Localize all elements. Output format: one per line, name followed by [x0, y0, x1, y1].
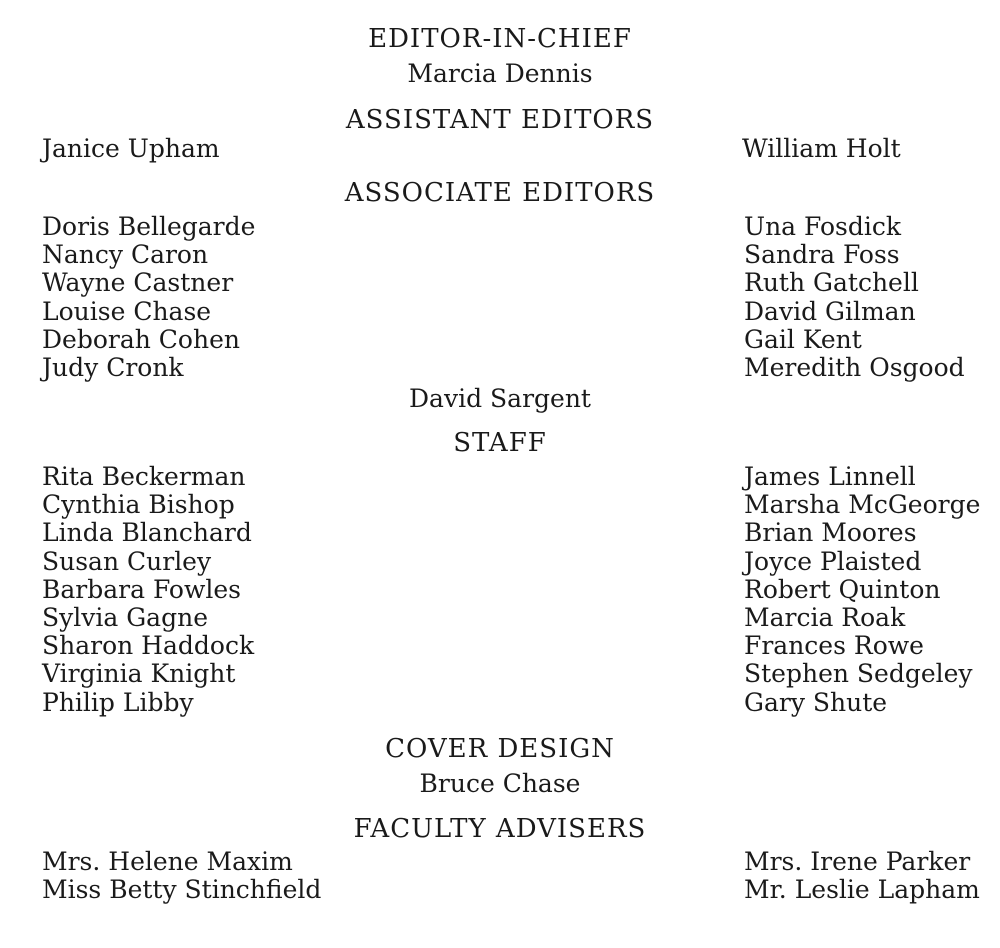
list-item: Mr. Leslie Lapham: [744, 875, 980, 905]
list-item: Doris Bellegarde: [42, 212, 256, 241]
list-item: Barbara Fowles: [42, 574, 241, 604]
list-item: Brian Moores: [744, 518, 917, 548]
list-item: Sandra Foss: [744, 240, 900, 270]
list-item: Mrs. Irene Parker: [744, 847, 971, 876]
list-item: Deborah Cohen: [42, 324, 240, 354]
list-item: Robert Quinton: [744, 574, 941, 604]
list-item: Linda Blanchard: [42, 518, 252, 548]
list-item: Joyce Plaisted: [744, 546, 922, 576]
list-item: Cynthia Bishop: [42, 490, 235, 520]
list-item: Miss Betty Stinchfield: [42, 875, 322, 905]
list-item: Susan Curley: [42, 546, 212, 576]
list-item: Gary Shute: [744, 687, 888, 717]
associate-editor-center: David Sargent: [409, 384, 591, 413]
list-item: Philip Libby: [42, 687, 194, 717]
list-item: Gail Kent: [744, 324, 862, 354]
editor-in-chief-heading: EDITOR-IN-CHIEF: [368, 24, 632, 54]
cover-design-heading: COVER DESIGN: [385, 734, 615, 764]
list-item: Judy Cronk: [42, 352, 184, 382]
list-item: Frances Rowe: [744, 631, 924, 661]
list-item: Sharon Haddock: [42, 631, 255, 661]
list-item: Sylvia Gagne: [42, 602, 208, 632]
assistant-editor-left: Janice Upham: [42, 134, 220, 163]
list-item: Marcia Roak: [744, 602, 906, 632]
list-item: Louise Chase: [42, 296, 212, 326]
list-item: Una Fosdick: [744, 212, 902, 241]
list-item: Virginia Knight: [42, 659, 236, 689]
list-item: Nancy Caron: [42, 240, 209, 270]
list-item: Ruth Gatchell: [744, 268, 919, 298]
list-item: Stephen Sedgeley: [744, 659, 973, 689]
staff-heading: STAFF: [453, 428, 547, 458]
associate-editors-right-list: [744, 213, 965, 382]
list-item: David Gilman: [744, 296, 916, 326]
cover-design-name: Bruce Chase: [419, 769, 581, 798]
faculty-advisers-right-list: [744, 848, 980, 904]
list-item: Mrs. Helene Maxim: [42, 847, 293, 876]
faculty-advisers-left-list: [42, 848, 321, 904]
list-item: Meredith Osgood: [744, 352, 965, 382]
list-item: Rita Beckerman: [42, 462, 246, 491]
list-item: Wayne Castner: [42, 268, 234, 298]
associate-editors-left-list: [42, 213, 255, 382]
assistant-editor-right: William Holt: [742, 134, 901, 163]
editor-in-chief-name: Marcia Dennis: [407, 59, 593, 88]
list-item: James Linnell: [744, 462, 916, 491]
assistant-editors-heading: ASSISTANT EDITORS: [345, 105, 655, 135]
staff-left-list: [42, 463, 254, 717]
faculty-advisers-heading: FACULTY ADVISERS: [353, 814, 647, 844]
associate-editors-heading: ASSOCIATE EDITORS: [344, 178, 656, 208]
staff-right-list: [744, 463, 980, 717]
list-item: Marsha McGeorge: [744, 490, 981, 520]
